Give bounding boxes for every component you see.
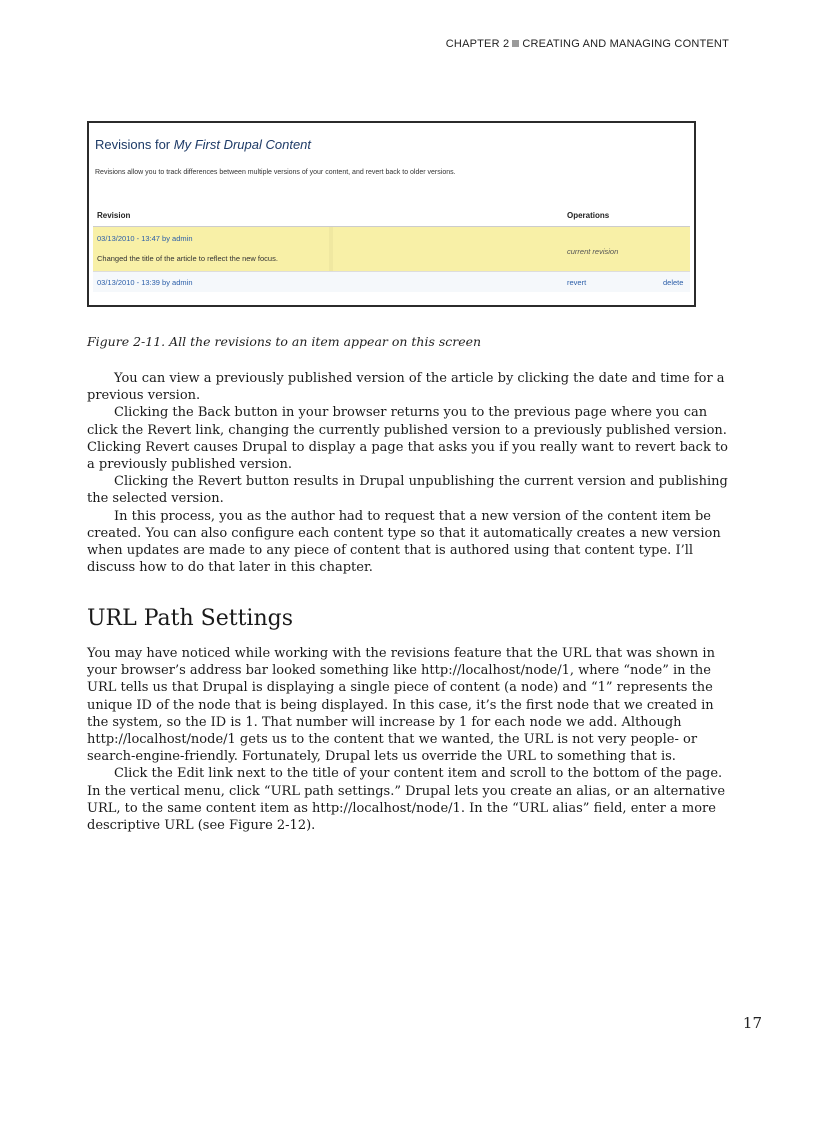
section-heading: URL Path Settings [87, 606, 293, 631]
paragraph: Click the Edit link next to the title of your content item and scroll to the bottom of the page. In the vertical menu, click “URL path settings.” Drupal lets you create an alias, or an alternative URL, to the same content item as http://localhost/node/1. In the “URL alias” field, enter a more descriptive URL (see Figure 2-12). [87, 766, 726, 834]
chapter-label: CHAPTER 2 [445, 38, 510, 50]
paragraph: You can view a previously published version of the article by clicking the date and time for a previous version. [87, 371, 725, 404]
revisions-screenshot [87, 121, 696, 307]
column-revision: Revision [97, 211, 131, 220]
running-head [446, 38, 729, 50]
table-row [93, 227, 690, 272]
revert-link[interactable]: revert [567, 278, 587, 287]
paragraph: In this process, you as the author had to request that a new version of the content item be created. You can also configure each content type so that it automatically creates a new version when updates are made to any piece of content that is authored using that content type. I’ll discuss how to do that later in this chapter. [87, 508, 721, 576]
paragraph: Clicking the Revert button results in Drupal unpublishing the current version and publishing the selected version. [87, 474, 728, 507]
paragraph: You may have noticed while working with the revisions feature that the URL that was shown in your browser’s address bar looked something like http://localhost/node/1, where “node” in the URL tells us that Drupal is displaying a single piece of content (a node) and “1” represents the unique ID of the node that is being displayed. In this case, it’s the first node that we created in the system, so the ID is 1. That number will increase by 1 for each node we add. Although http://localhost/node/1 gets us to the content that we wanted, the URL is not very people- or search-engine-friendly. Fortunately, Drupal lets us override the URL to something that is. [87, 646, 715, 765]
revisions-table [93, 206, 690, 292]
table-row [93, 272, 690, 292]
table-header [93, 206, 690, 227]
revision-date-link[interactable]: 03/13/2010 - 13:47 by admin [97, 234, 193, 243]
column-operations: Operations [567, 211, 610, 220]
separator-square-icon [512, 40, 519, 47]
revision-date-link[interactable]: 03/13/2010 - 13:39 by admin [97, 278, 193, 287]
body-section-a [87, 370, 732, 576]
revisions-description: Revisions allow you to track differences between multiple versions of your content, and revert back to older versions. [95, 169, 456, 176]
body-section-b [87, 645, 732, 834]
revision-log-message: Changed the title of the article to reflect the new focus. [97, 254, 278, 263]
figure-caption: Figure 2-11. All the revisions to an item appear on this screen [87, 334, 482, 349]
paragraph: Clicking the Back button in your browser returns you to the previous page where you can click the Revert link, changing the currently published version to a previously published version. Clicking Revert causes Drupal to display a page that asks you if you really want to revert back to a previously published version. [87, 405, 729, 473]
current-revision-label: current revision [567, 247, 619, 256]
page-number: 17 [742, 1014, 762, 1032]
revisions-title: Revisions for My First Drupal Content [95, 137, 312, 152]
section-label: CREATING AND MANAGING CONTENT [522, 38, 729, 50]
delete-link[interactable]: delete [663, 278, 684, 287]
